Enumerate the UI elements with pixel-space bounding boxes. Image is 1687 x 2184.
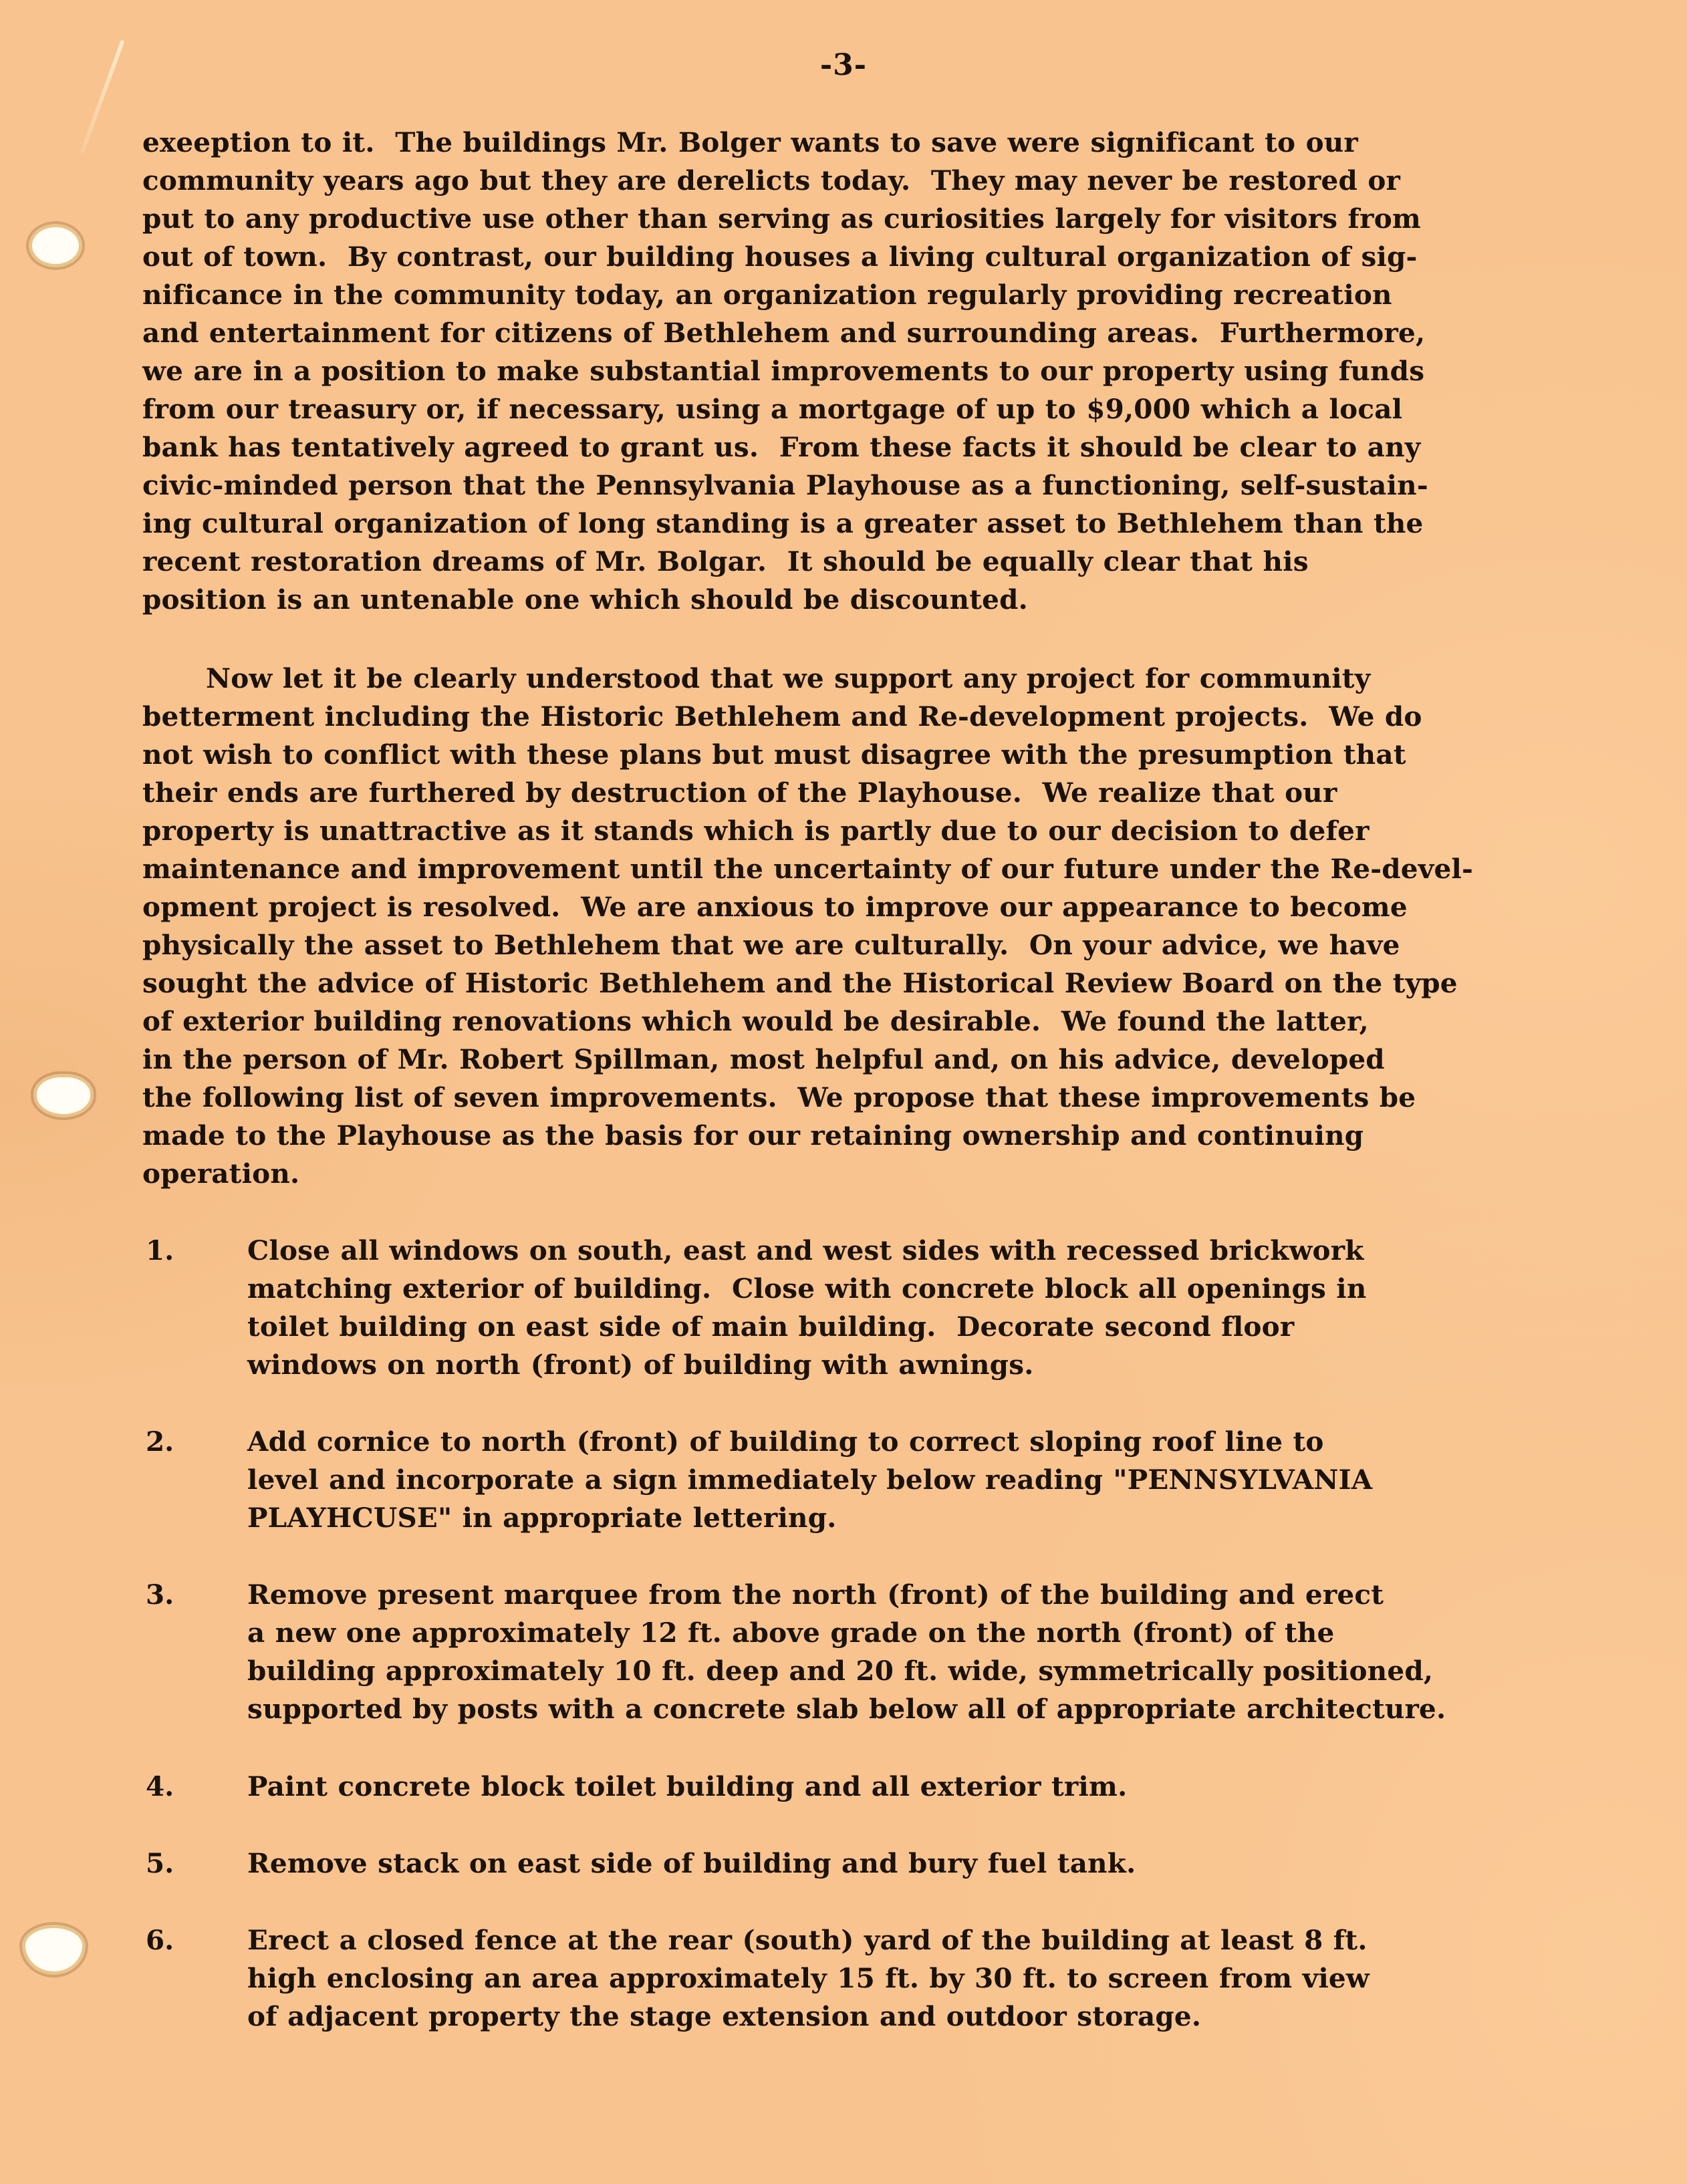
text-line: operation. bbox=[142, 1157, 300, 1190]
text-line: in the person of Mr. Robert Spillman, most helpful and, on his advice, developed bbox=[142, 1043, 1385, 1075]
text-line: from our treasury or, if necessary, using a mortgage of up to $9,000 which a local bbox=[142, 393, 1403, 425]
text-line: their ends are furthered by destruction of the Playhouse. We realize that our bbox=[142, 777, 1337, 809]
punch-hole bbox=[32, 227, 79, 264]
text-line: we are in a position to make substantial improvements to our property using funds bbox=[142, 355, 1425, 387]
item-number: 3. bbox=[146, 1579, 174, 1611]
text-line: windows on north (front) of building with awnings. bbox=[247, 1349, 1034, 1381]
item-number: 6. bbox=[146, 1924, 174, 1956]
item-number: 1. bbox=[146, 1234, 174, 1266]
item-number: 2. bbox=[146, 1425, 174, 1458]
text-line: exeeption to it. The buildings Mr. Bolger wants to save were significant to our bbox=[142, 126, 1358, 158]
text-line: sought the advice of Historic Bethlehem and the Historical Review Board on the type bbox=[142, 967, 1458, 999]
text-line: community years ago but they are derelicts today. They may never be restored or bbox=[142, 164, 1401, 196]
text-line: toilet building on east side of main building. Decorate second floor bbox=[247, 1311, 1295, 1343]
text-line: made to the Playhouse as the basis for our retaining ownership and continuing bbox=[142, 1119, 1364, 1151]
text-line: put to any productive use other than serving as curiosities largely for visitors from bbox=[142, 202, 1421, 235]
text-line: level and incorporate a sign immediately below reading "PENNSYLVANIA bbox=[247, 1464, 1373, 1496]
text-line: position is an untenable one which should be discounted. bbox=[142, 583, 1028, 616]
text-line: Add cornice to north (front) of building to correct sloping roof line to bbox=[247, 1425, 1324, 1458]
text-line: nificance in the community today, an organization regularly providing recreation bbox=[142, 279, 1392, 311]
text-line: supported by posts with a concrete slab below all of appropriate architecture. bbox=[247, 1693, 1446, 1725]
text-line: of adjacent property the stage extension and outdoor storage. bbox=[247, 2000, 1202, 2032]
text-line: Remove present marquee from the north (front) of the building and erect bbox=[247, 1579, 1384, 1611]
page-number: -3- bbox=[819, 48, 868, 82]
text-line: opment project is resolved. We are anxious to improve our appearance to become bbox=[142, 891, 1408, 923]
text-line: civic-minded person that the Pennsylvania Playhouse as a functioning, self-sustain- bbox=[142, 469, 1428, 501]
text-line: ing cultural organization of long standing is a greater asset to Bethlehem than the bbox=[142, 507, 1424, 539]
text-line: Now let it be clearly understood that we support any project for community bbox=[206, 662, 1371, 694]
text-line: and entertainment for citizens of Bethlehem and surrounding areas. Furthermore, bbox=[142, 317, 1426, 349]
text-line: the following list of seven improvements. We propose that these improvements be bbox=[142, 1081, 1416, 1113]
text-line: Remove stack on east side of building and bury fuel tank. bbox=[247, 1847, 1136, 1879]
text-line: PLAYHCUSE" in appropriate lettering. bbox=[247, 1502, 837, 1534]
text-line: of exterior building renovations which would be desirable. We found the latter, bbox=[142, 1005, 1369, 1037]
text-line: betterment including the Historic Bethlehem and Re-development projects. We do bbox=[142, 700, 1422, 732]
text-line: matching exterior of building. Close with concrete block all openings in bbox=[247, 1272, 1367, 1305]
text-line: Erect a closed fence at the rear (south) yard of the building at least 8 ft. bbox=[247, 1924, 1368, 1956]
text-line: building approximately 10 ft. deep and 20 ft. wide, symmetrically positioned, bbox=[247, 1655, 1434, 1687]
text-line: Paint concrete block toilet building and all exterior trim. bbox=[247, 1770, 1128, 1802]
punch-hole bbox=[37, 1077, 90, 1114]
item-number: 4. bbox=[146, 1770, 174, 1802]
text-line: property is unattractive as it stands which is partly due to our decision to defer bbox=[142, 815, 1370, 847]
text-line: a new one approximately 12 ft. above grade on the north (front) of the bbox=[247, 1617, 1335, 1649]
text-line: out of town. By contrast, our building houses a living cultural organization of sig- bbox=[142, 241, 1418, 273]
text-line: bank has tentatively agreed to grant us. From these facts it should be clear to any bbox=[142, 431, 1421, 463]
text-line: not wish to conflict with these plans but must disagree with the presumption that bbox=[142, 738, 1406, 771]
punch-hole bbox=[25, 1928, 82, 1971]
text-line: high enclosing an area approximately 15 ft. by 30 ft. to screen from view bbox=[247, 1962, 1370, 1994]
text-line: maintenance and improvement until the uncertainty of our future under the Re-devel- bbox=[142, 853, 1474, 885]
item-number: 5. bbox=[146, 1847, 174, 1879]
text-line: Close all windows on south, east and west sides with recessed brickwork bbox=[247, 1234, 1364, 1266]
text-line: physically the asset to Bethlehem that we are culturally. On your advice, we have bbox=[142, 929, 1400, 961]
text-line: recent restoration dreams of Mr. Bolgar. It should be equally clear that his bbox=[142, 545, 1309, 577]
